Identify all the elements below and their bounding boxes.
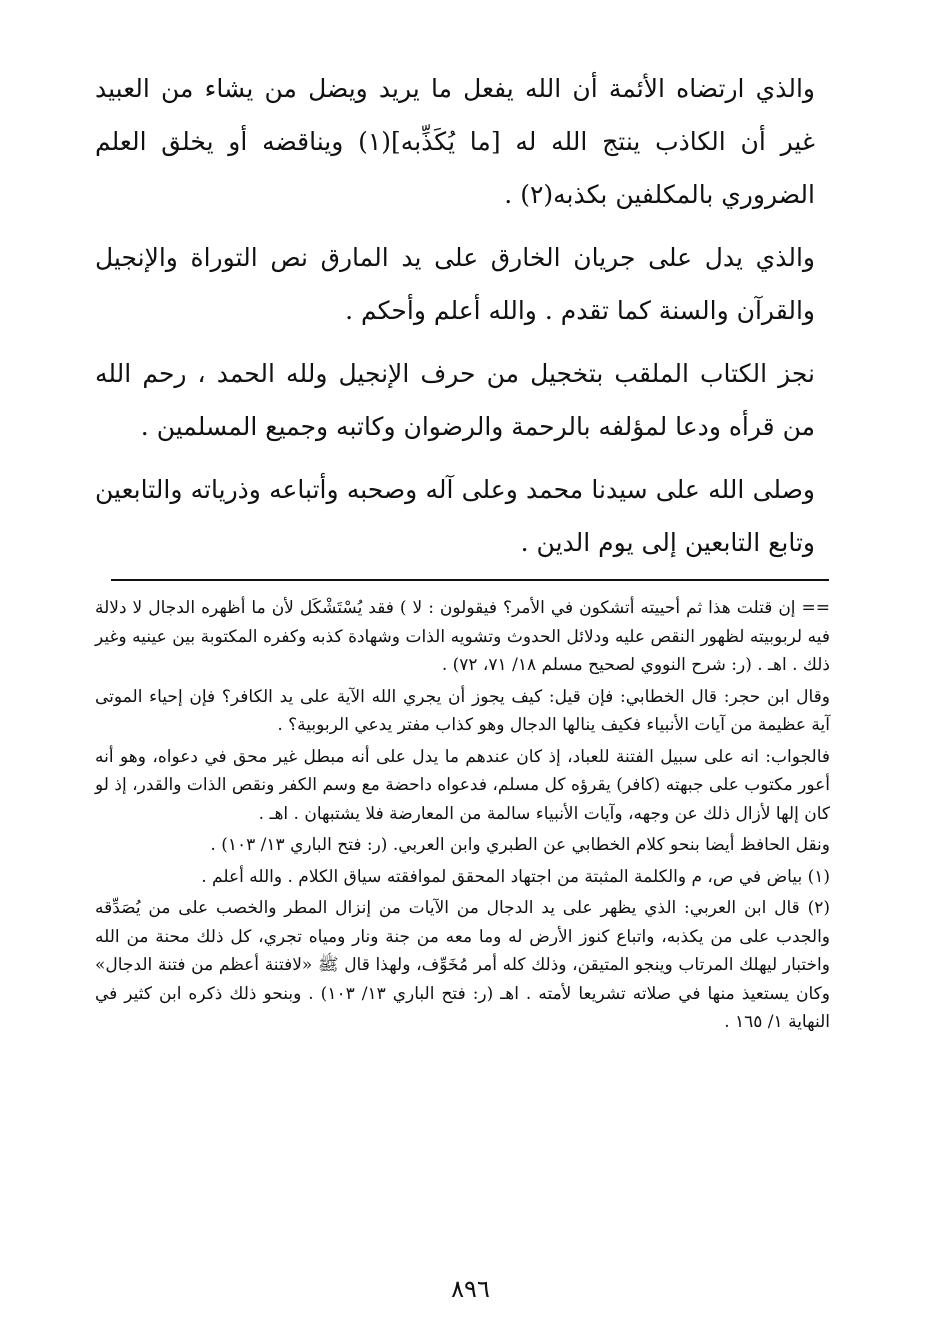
main-text-block [95,62,815,579]
main-paragraph: والذي ارتضاه الأئمة أن الله يفعل ما يريد ويضل من يشاء من العبيد غير أن الكاذب ينتج الله له [ما يُكَذِّبه](١) ويناقضه أو يخلق العلم الضروري بالمكلفين بكذبه(٢) . [95,74,816,209]
footnote-paragraph: فالجواب: انه على سبيل الفتنة للعباد، إذ كان عندهم ما يدل على أنه مبطل غير محق في دعواه، وهو أنه أعور مكتوب على جبهته (كافر) يقرؤه كل مسلم، فدعواه داحضة مع وسم الكفر ونقص الذات والقدر، إذ لو كان إلها لأزال ذلك عن وجهه، وآيات الأنبياء سالمة من المعارضة فلا يشتبهان . اهـ . [95,746,830,824]
footnote-separator [111,579,829,581]
main-paragraph: والذي يدل على جريان الخارق على يد المارق نص التوراة والإنجيل والقرآن والسنة كما تقدم . والله أعلم وأحكم . [95,243,815,325]
main-paragraph: نجز الكتاب الملقب بتخجيل من حرف الإنجيل ولله الحمد ، رحم الله من قرأه ودعا لمؤلفه بالرحمة والرضوان وكاتبه وجميع المسلمين . [95,359,815,441]
main-paragraph: وصلى الله على سيدنا محمد وعلى آله وصحبه وأتباعه وذرياته والتابعين وتابع التابعين إلى يوم الدين . [95,475,815,557]
footnote-1: (١) بياض في ص، م والكلمة المثبتة من اجتهاد المحقق لموافقته سياق الكلام . والله أعلم . [201,866,830,887]
footnote-paragraph: وقال ابن حجر: قال الخطابي: فإن قيل: كيف يجوز أن يجري الله الآية على يد الكافر؟ فإن إحياء الموتى آية عظيمة من آيات الأنبياء فكيف ينالها الدجال وهو كذاب مفتر يدعي الربوبية؟ . [95,686,830,735]
page-number: ٨٩٦ [451,1275,490,1303]
footnote-paragraph: ونقل الحافظ أيضا بنحو كلام الخطابي عن الطبري وابن العربي. (ر: فتح الباري ١٣/ ١٠٣) . [210,835,830,855]
footnote-paragraph: == إن قتلت هذا ثم أحييته أتشكون في الأمر؟ فيقولون : لا ) فقد يُسْتَشْكَل لأن ما أظهره الدجال لا دلالة فيه لربوبيته لظهور النقص عليه ودلائل الحدوث وتشويه الذات وشهادة كذبه وكفره المكتوبة بين عينيه وغير ذلك . اهـ . (ر: شرح النووي لصحيح مسلم ١٨/ ٧١، ٧٢) . [95,598,830,675]
footnotes-block [95,594,830,1040]
footnote-2: (٢) قال ابن العربي: الذي يظهر على يد الدجال من الآيات من إنزال المطر والخصب على من يُصَدِّقه والجدب على من يكذبه، واتباع كنوز الأرض له وما معه من جنة ونار ومياه تجري، كل ذلك محنة من الله واختبار ليهلك المرتاب وينجو المتيقن، وذلك كله أمر مُخَوِّف، ولهذا قال ﷺ «لافتنة أعظم من فتنة الدجال» وكان يستعيذ منها في صلاته تشريعا لأمته . اهـ (ر: فتح الباري ١٣/ ١٠٣) . وبنحو ذلك ذكره ابن كثير في النهاية ١/ ١٦٥ . [95,898,830,1032]
